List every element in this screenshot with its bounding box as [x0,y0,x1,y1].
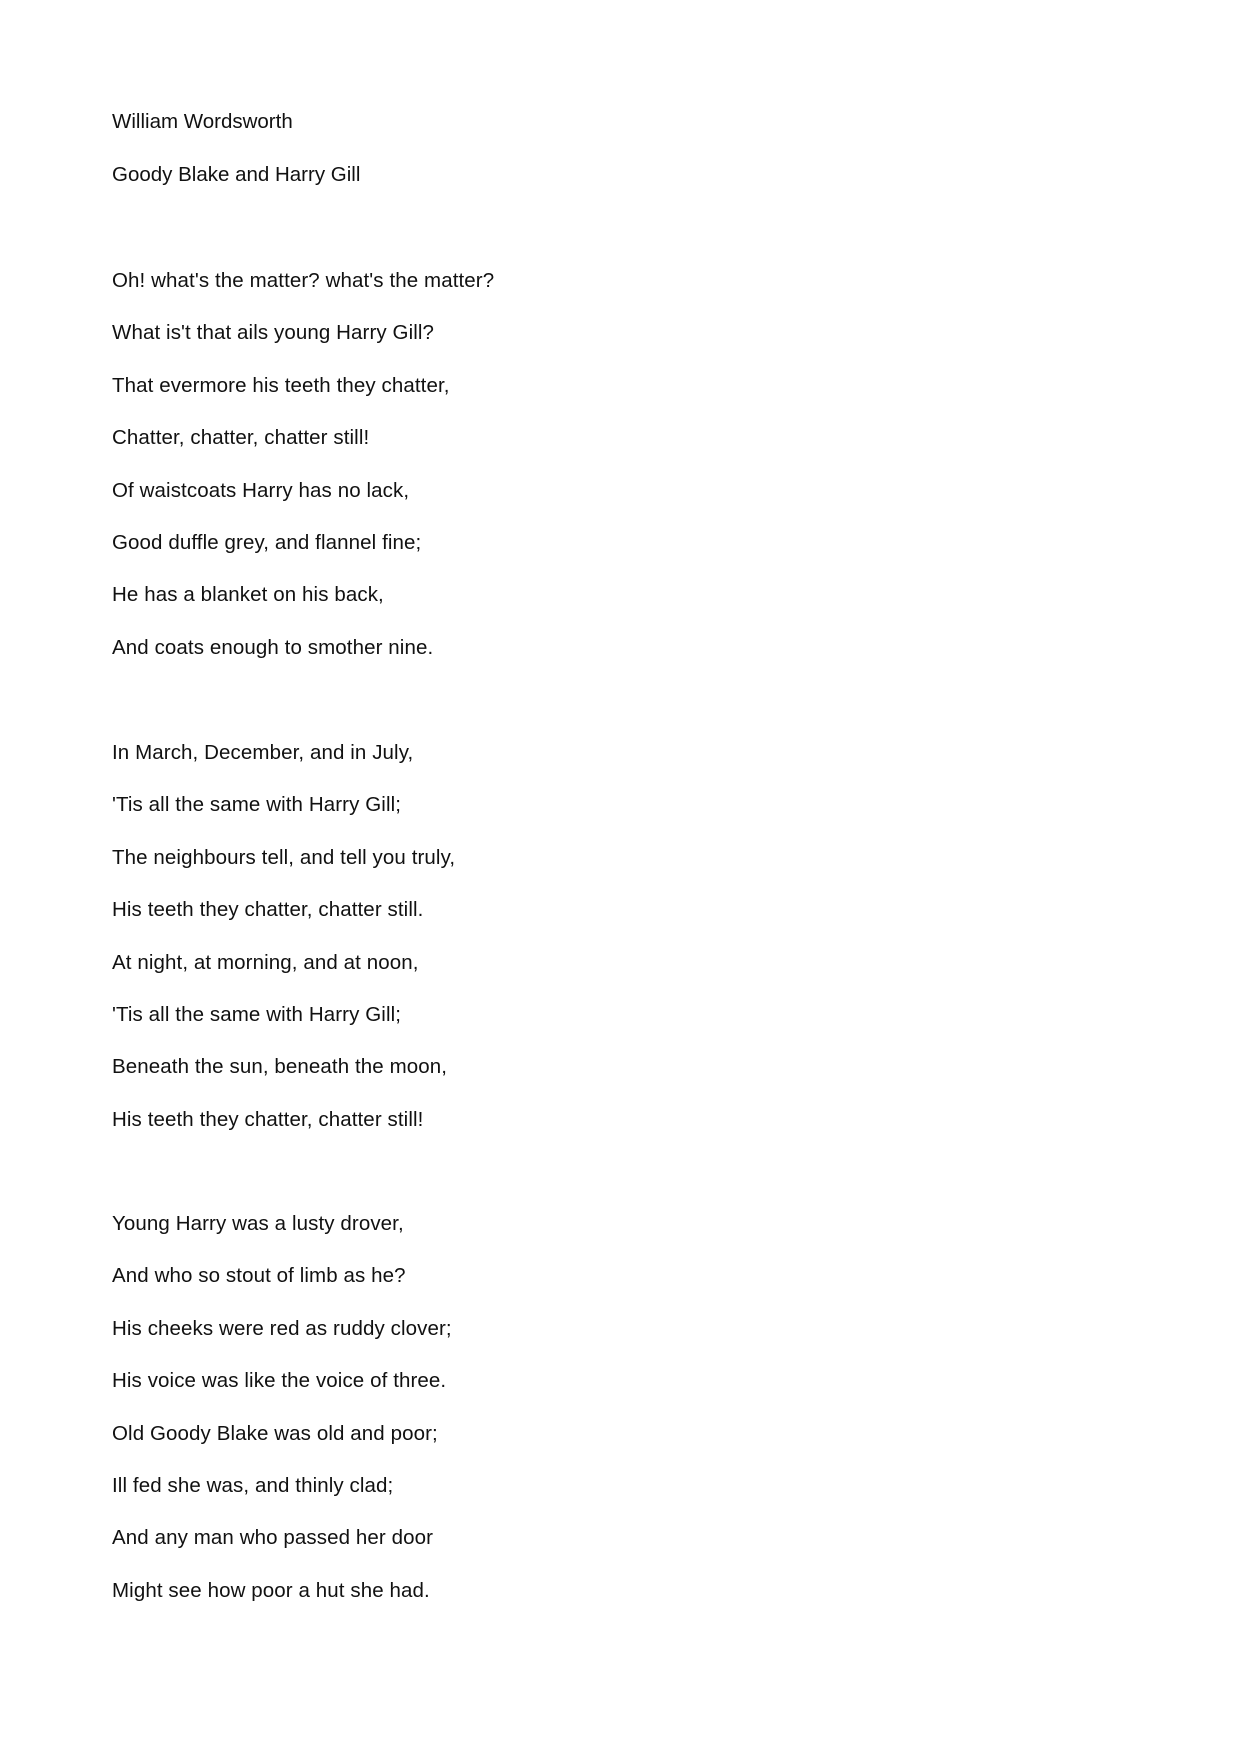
poem-line: And who so stout of limb as he? [112,1264,406,1288]
poem-line: 'Tis all the same with Harry Gill; [112,793,402,817]
poem-line: What is't that ails young Harry Gill? [112,321,435,345]
poem-title: Goody Blake and Harry Gill [112,163,361,186]
poem-line: Old Goody Blake was old and poor; [112,1421,438,1445]
poem-line: That evermore his teeth they chatter, [112,373,450,397]
stanza-1 [112,255,1112,674]
poem-line: His cheeks were red as ruddy clover; [112,1316,452,1340]
stanza-3 [112,1198,1112,1617]
poem-line: In March, December, and in July, [112,741,414,764]
stanza-2 [112,727,1112,1146]
poem-line: His teeth they chatter, chatter still! [112,1107,424,1131]
poem-line: At night, at morning, and at noon, [112,950,419,974]
poem-line: The neighbours tell, and tell you truly, [112,845,456,869]
poem-line: Ill fed she was, and thinly clad; [112,1473,394,1497]
author-name: William Wordsworth [112,110,293,133]
poem-line: His teeth they chatter, chatter still. [112,898,424,922]
poem-line: Good duffle grey, and flannel fine; [112,530,422,554]
poem-line: Beneath the sun, beneath the moon, [112,1055,448,1079]
poem-line: Young Harry was a lusty drover, [112,1212,404,1235]
poem-line: Oh! what's the matter? what's the matter? [112,269,495,292]
poem-line: Chatter, chatter, chatter still! [112,426,370,450]
poem-line: Might see how poor a hut she had. [112,1578,430,1602]
poem-line: Of waistcoats Harry has no lack, [112,478,410,502]
poem-line: 'Tis all the same with Harry Gill; [112,1002,402,1026]
poem-line: And any man who passed her door [112,1526,434,1550]
poem-line: He has a blanket on his back, [112,583,384,607]
poem-line: His voice was like the voice of three. [112,1369,447,1393]
poem-line: And coats enough to smother nine. [112,635,434,659]
